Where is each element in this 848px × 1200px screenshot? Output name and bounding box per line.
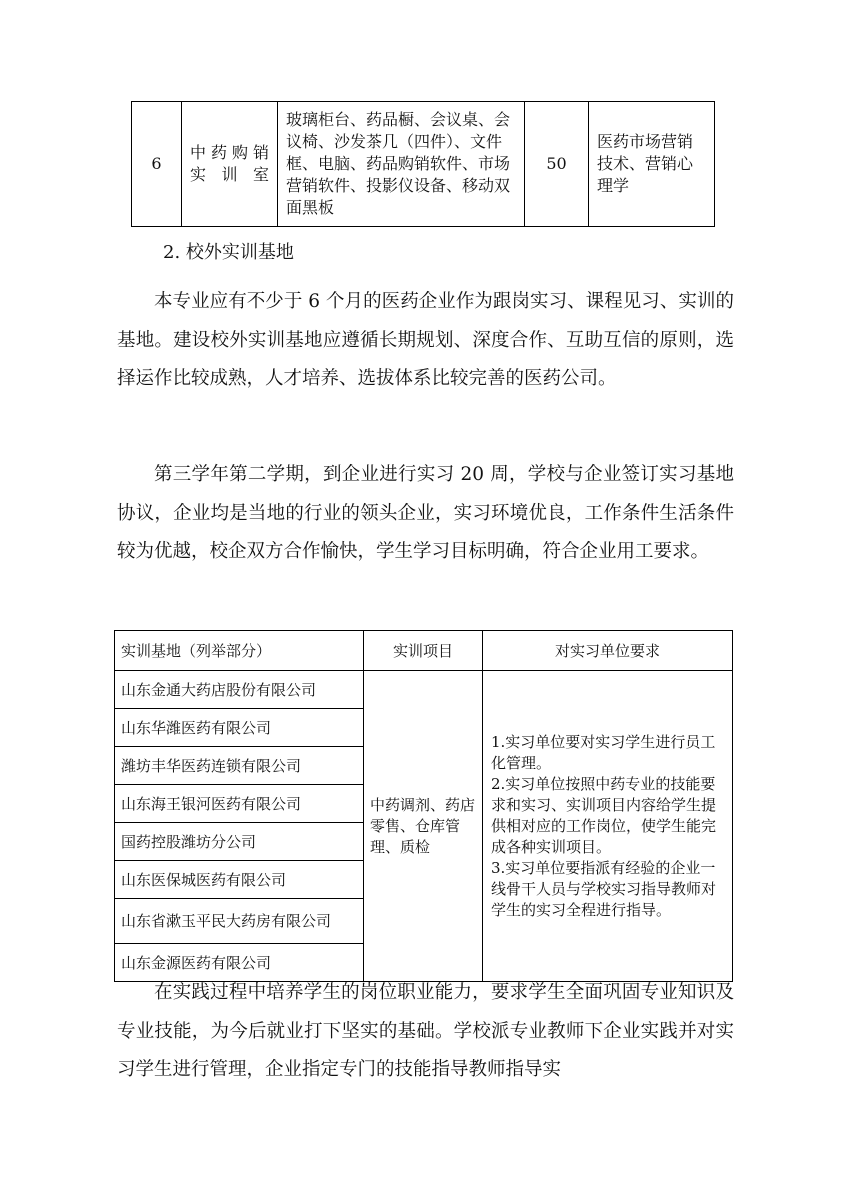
table-row — [132, 102, 715, 227]
room-name: 中药购销实训室 — [182, 102, 278, 227]
row-number: 6 — [132, 102, 182, 227]
training-bases-table — [114, 630, 733, 982]
requirement-item: 1.实习单位要对实习学生进行员工化管理。 — [491, 732, 716, 772]
training-projects: 中药调剂、药店零售、仓库管理、质检 — [364, 671, 483, 982]
paragraph-3: 在实践过程中培养学生的岗位职业能力，要求学生全面巩固专业知识及专业技能，为今后就业打下坚实的基础。学校派专业教师下企业实践并对实习学生进行管理，企业指定专门的技能指导教师指导实 — [117, 982, 734, 1081]
base-name: 山东金源医药有限公司 — [115, 944, 364, 982]
section-heading: 2. 校外实训基地 — [163, 242, 294, 263]
equipment-list: 玻璃柜台、药品橱、会议桌、会议椅、沙发茶几（四件）、文件框、电脑、药品购销软件、市场营销软件、投影仪设备、移动双面黑板 — [278, 102, 525, 227]
header-requirement: 对实习单位要求 — [483, 631, 733, 671]
paragraph-2: 第三学年第二学期，到企业进行实习 20 周，学校与企业签订实习基地协议，企业均是当地的行业的领头企业，实习环境优良，工作条件生活条件较为优越，校企双方合作愉快，学生学习目标明确，符合企业用工要求。 — [117, 464, 734, 563]
table-row — [115, 671, 733, 709]
paragraph-1: 本专业应有不少于 6 个月的医药企业作为跟岗实习、课程见习、实训的基地。建设校外实训基地应遵循长期规划、深度合作、互助互信的原则，选择运作比较成熟，人才培养、选拔体系比较完善的医药公司。 — [117, 291, 734, 390]
base-name: 山东省漱玉平民大药房有限公司 — [115, 899, 364, 944]
base-name: 潍坊丰华医药连锁有限公司 — [115, 747, 364, 785]
requirement-item: 2.实习单位按照中药专业的技能要求和实习、实训项目内容给学生提供相对应的工作岗位，使学生能完成各种实训项目。 — [491, 774, 717, 856]
header-project: 实训项目 — [364, 631, 483, 671]
station-count: 50 — [525, 102, 589, 227]
base-name: 山东华潍医药有限公司 — [115, 709, 364, 747]
requirement-item: 3.实习单位要指派有经验的企业一线骨干人员与学校实习指导教师对学生的实习全程进行指导。 — [491, 858, 717, 919]
unit-requirements — [483, 671, 733, 982]
base-name: 山东医保城医药有限公司 — [115, 861, 364, 899]
base-name: 山东金通大药店股份有限公司 — [115, 671, 364, 709]
header-base: 实训基地（列举部分） — [115, 631, 364, 671]
base-name: 国药控股潍坊分公司 — [115, 823, 364, 861]
table-header-row — [115, 631, 733, 671]
training-room-table — [131, 101, 715, 227]
supported-courses: 医药市场营销技术、营销心理学 — [589, 102, 715, 227]
base-name: 山东海王银河医药有限公司 — [115, 785, 364, 823]
